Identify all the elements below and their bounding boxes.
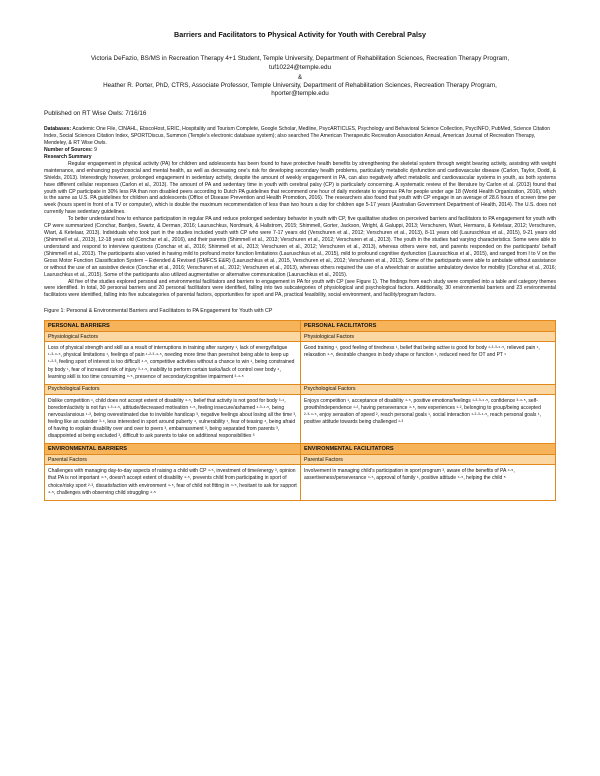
author-2-email[interactable]: hporter@temple.edu	[271, 90, 329, 98]
author-separator: &	[297, 73, 303, 81]
author-1-affiliation: Victoria DeFazio, BS/MS in Recreation Therapy 4+1 Student, Temple University, Department of Rehabilitation Sciences, Recreation Therapy Program,	[90, 55, 510, 62]
parental-subheader-right: Parental Factors	[301, 455, 555, 465]
psychological-subheader-right: Psychological Factors	[301, 385, 555, 395]
sources-label: Number of Sources:	[44, 147, 93, 154]
summary-body	[44, 161, 556, 299]
sources-value: 9	[94, 147, 97, 154]
environmental-facilitators-column	[300, 444, 555, 499]
physiological-subheader-right: Physiological Factors	[301, 332, 555, 342]
databases-label: Databases:	[44, 126, 72, 133]
environmental-barriers-column	[45, 444, 300, 499]
physiological-barriers-cell: Loss of physical strength and skill as a result of interruptions in training after surgery ¹, lack of energy/fatigue ¹·³·⁴·⁵, physical limitations ¹, feelings of pain ¹·²·³·⁴·⁵, needing more time than peers/not being able to keep up ¹·²·³, feeling sport of interest is too difficult ⁴·⁵, competitive activities without a chance to win ¹, being constrained by body ¹, fear of increased risk of injury ³·⁴·⁵, inability to perform certain tasks/lack of control over body ⁴, learning skill is too time consuming ⁴·⁵, presence of secondary/cognitive impairment ³·⁴·⁵	[48, 345, 295, 380]
physiological-subheader: Physiological Factors	[45, 332, 300, 342]
parental-facilitators-cell: Involvement in managing child's participation in sport program ³, aware of the benefits of PA ⁴·⁵, assertiveness/perseverance ⁴·⁵, approval of family ¹, positive attitude ⁴·⁵, helping the child ⁵	[304, 468, 515, 482]
parental-subheader: Parental Factors	[45, 455, 300, 465]
published-date: Published on RT Wise Owls: 7/16/16	[44, 110, 147, 118]
databases-text: Academic One File, CINAHL, EbscoHost, ERIC, Hospitality and Tourism Complete, Google Scholar, Medline, PsycARTICLES, Psychology and Behavioral Science Collection, PsycINFO, PubMed, Science Citation Index, Social Sciences Citation Index, SPORTDiscus, Summon (Temple's electronic database system); also searched The American Therapeutic Recreation Association Annual, American Journal of Recreation Therapy, Mendeley, & RT Wise Owls.	[44, 126, 551, 147]
table-row	[45, 321, 555, 383]
paragraph: All five of the studies explored personal and environmental facilitators and barriers to engagement in PA for youth with CP (see Figure 1). The findings from each study were compiled into a table and category themes were identified. In total, 30 personal barriers and 20 personal facilitators were identified, falling into two subcategories of physiological and psychological factors. Additionally, 30 environmental barriers and 23 environmental facilitators were identified, falling into five subcategories of parental factors, opportunities for sport and PA, practical feasibility, social environment, and facility/program factors.	[44, 278, 556, 299]
paragraph: To better understand how to enhance participation in regular PA and reduce prolonged sedentary behavior in youth with CP, five qualitative studies on perceived barriers and facilitators to PA engagement for youth with CP were summarized (Conchar, Bantjes, Swartz, & Derman, 2016; Lauruschkus, Nordmark, & Hallstrom, 2015; Shimmell, Gorter, Jackson, Wright, & Galuppi, 2013; Verschuren, Wiart, Hermans, & Ketelaar, 2012; Verschuren, Wiart, & Ketelaar, 2013). Individuals who took part in the studies included youth with CP who were 7-17 years old (Verschuren et al., 2012; Verschuren et al., 2013), 8-11 years old (Lauruschkus et al., 2015), 9-21 years old (Shimmell et al., 2013), 12-18 years old (Conchar et al., 2016), and their parents (Shimmell et al., 2013; Verschuren et al., 2012; Verschuren et al., 2013). The youth in the studies had varying characteristics. Some were able to understand and respond to interview questions (Conchar et al., 2016; Shimmell et al., 2013; Verschuren et al., 2012; Verschuren et al., 2013), whereas others were not, and parents responded on the participants' behalf (Shimmell et al., 2013). The participants also varied in having mild to profound motor function limitations (Lauruschkus et al., 2015), mild to profound cognitive dysfunction (Lauruschkus et al., 2015), and ranged from I to V on the Gross Motor Function Classification System – Extended & Revised (GMFCS E&R) (Lauruschkus et al., 2015, Verschuren et al., 2012; Verschuren et al., 2013). Some of the participants were able to ambulate without assistance or without the use of an assistive device (Conchar et al., 2016; Verschuren et al., 2012; Verschuren et al., 2013), whereas others required the use of a wheelchair or assistive ambulatory device for mobility (Conchar et al., 2016; Lauruschkus et al., 2015). Some of the participants also utilized augmentative or alternative communication (Lauruschkus et al., 2015).	[44, 216, 556, 278]
paragraph: Regular engagement in physical activity (PA) for children and adolescents has been found to have protective health benefits by strengthening the skeletal system through weight bearing activity, assisting with weight maintenance, and enhancing psychosocial and mental health, as well as decreasing one's risk for developing secondary health problems, particularly metabolic dysfunction and cardiovascular disease (Carlon, Taylor, Dodd, & Shields, 2013). Interestingly however, prolonged engagement in sedentary activity, despite the amount of weekly engagement in PA, can also negatively affect metabolic and cardiovascular systems in youth, as both systems have different cellular responses (Carlon et al., 2013). The amount of PA and sedentary time in youth with cerebral palsy (CP) is particularly concerning. A systematic review of the literature by Carlon et al. (2013) found that youth with CP participate in 30% less PA than non disabled peers according to Dutch PA guidelines that recommend one hour of daily moderate to vigorous PA for people under age 18 (World Health Organization, 2016), which is the same as U.S. PA guidelines for children and adolescents (Office of Disease Prevention and Health Promotion, 2016). The researchers also found that youth with CP engage in an average of 28.6 hours of screen time per week (hours spent in front of a TV or computer), which is double the maximum recommendation of less than two hours a day for children age 5-17 years (Australian Government Department of Health, 2014). The U.S. does not currently have sedentary guidelines.	[44, 160, 556, 216]
psychological-barriers-cell: Dislike competition ¹, child does not accept extent of disability ⁴·⁵, belief that activity is not good for body ³·⁴, boredom/activity is not fun ¹·³·⁴·⁵, attitude/decreased motivation ⁴·⁵, feeling insecure/ashamed ¹·³·⁴·⁵, being nervous/anxious ¹·³, being overestimated due to invisible handicap ³, negative feelings about losing all the time ³, feeling like an outsider ³·⁴, less interested in sport around puberty ⁴, vulnerability ¹, fear of teasing ⁴, being afraid of having to explain disability over and over to peers ³, embarrassment ³, being separated from parents ³, disappointed at being excluded ³, difficult to ask parents to take on additional responsibilities ³	[48, 397, 297, 440]
psychological-barriers-column	[45, 385, 300, 444]
author-1-email[interactable]: tuf10224@temple.edu	[268, 63, 332, 71]
document-title: Barriers and Facilitators to Physical Activity for Youth with Cerebral Palsy	[174, 30, 426, 39]
sources-line	[44, 147, 556, 154]
author-block-1	[44, 55, 556, 73]
personal-barriers-column	[45, 321, 300, 383]
research-summary-heading: Research Summary	[44, 153, 92, 160]
physiological-facilitators-cell: Good training ¹, good feeling of tiredness ¹, belief that being active is good for body ¹·²·³·⁴·⁵, relieved pain ¹, relaxation ⁴·⁵, desirable changes in body shape or function ¹, reduced need for OT and PT ¹	[304, 345, 540, 359]
figure-table	[44, 320, 556, 500]
databases-line	[44, 126, 556, 147]
figure-caption: Figure 1: Personal & Environmental Barriers and Facilitators to PA Engagement for Youth with CP	[44, 308, 273, 315]
psychological-facilitators-cell: Enjoys competition ¹, acceptance of disability ⁴·⁵, positive emotions/feelings ¹·²·³·⁴·⁵, confidence ³·⁴·⁵, self-growth/independence ¹·², having perseverance ⁴·⁵, new experiences ¹·², belonging to group/being accepted ²·³·⁴·⁵, enjoy sensation of speed ², reach personal goals ¹, social interaction ¹·²·³·⁴·⁵, reach personal goals ¹, positive attitude towards being challenged ¹·³	[304, 397, 541, 426]
environmental-barriers-header: ENVIRONMENTAL BARRIERS	[45, 444, 300, 455]
environmental-facilitators-header: ENVIRONMENTAL FACILITATORS	[301, 444, 555, 455]
parental-barriers-cell: Challenges with managing day-to-day aspects of raising a child with CP ⁴·⁵, investment of time/energy ³, opinion that PA is not important ⁴·⁵, doesn't accept extent of disability ⁴·⁵, prevents child from participating in sport of choice/risky sport ²·³, dissatisfaction with environment ⁴·⁵, fear of child not fitting in ⁴·⁵, hesitant to ask for support ⁴·⁵, challenges with observing child struggling ⁴·⁵	[48, 468, 297, 496]
psychological-subheader: Psychological Factors	[45, 385, 300, 395]
personal-facilitators-column	[300, 321, 555, 383]
table-row	[45, 443, 555, 499]
author-block-2	[44, 82, 556, 100]
personal-facilitators-header: PERSONAL FACILITATORS	[301, 321, 555, 332]
author-2-affiliation: Heather R. Porter, PhD, CTRS, Associate Professor, Temple University, Department of Rehabilitation Sciences, Recreation Therapy Program,	[103, 81, 497, 89]
psychological-facilitators-column	[300, 385, 555, 444]
personal-barriers-header: PERSONAL BARRIERS	[45, 321, 300, 332]
table-row	[45, 384, 555, 444]
